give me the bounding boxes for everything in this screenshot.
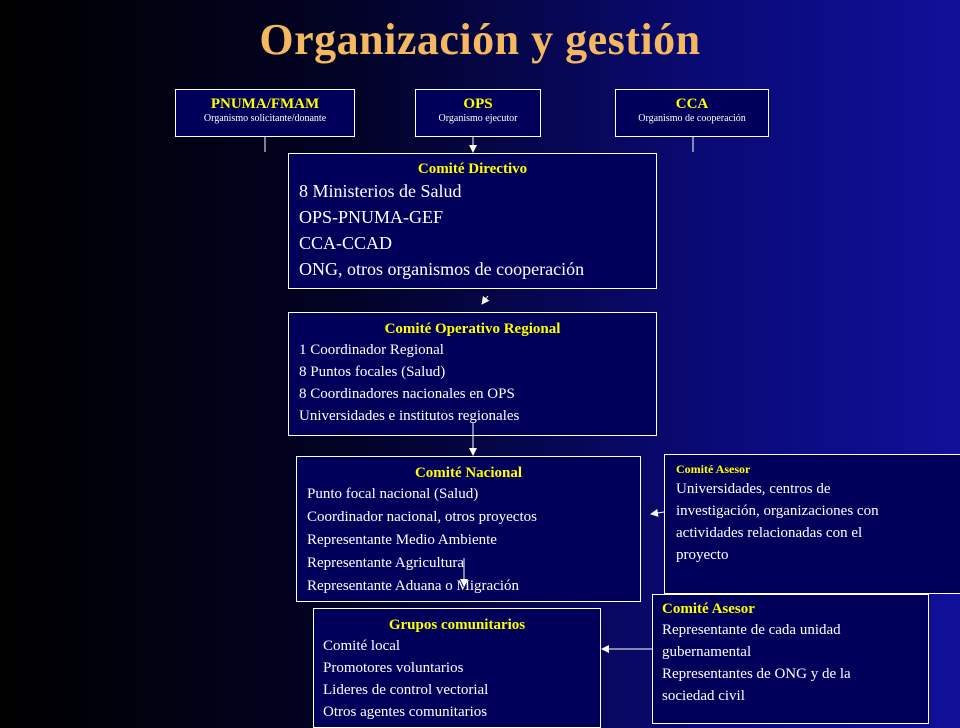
comite-asesor-2-line: Representantes de ONG y de la xyxy=(662,666,851,682)
comite-asesor-2-line: Representante de cada unidad xyxy=(662,622,841,638)
comite-asesor-1-heading: Comité Asesor xyxy=(676,462,751,476)
comite-nacional-line: Coordinador nacional, otros proyectos xyxy=(307,509,537,525)
comite-operativo-line: 8 Coordinadores nacionales en OPS xyxy=(299,386,515,402)
comite-operativo-line: Universidades e institutos regionales xyxy=(299,408,520,424)
directivo-to-operativo-arrow xyxy=(482,296,488,304)
grupos-comunitarios-line: Promotores voluntarios xyxy=(323,660,464,676)
ops-role: Organismo ejecutor xyxy=(438,113,518,124)
comite-asesor-2-heading: Comité Asesor xyxy=(662,601,755,617)
comite-operativo-heading: Comité Operativo Regional xyxy=(384,321,561,337)
comite-asesor-1-line: actividades relacionadas con el xyxy=(676,525,863,541)
asesor-1-arrow xyxy=(651,512,664,514)
comite-directivo-line: 8 Ministerios de Salud xyxy=(299,181,462,201)
comite-asesor-1-line: investigación, organizaciones con xyxy=(676,503,879,519)
comite-asesor-2-line: gubernamental xyxy=(662,644,752,660)
comite-directivo-heading: Comité Directivo xyxy=(417,161,528,177)
comite-nacional-line: Representante Medio Ambiente xyxy=(307,532,497,548)
comite-directivo-line: ONG, otros organismos de cooperación xyxy=(299,259,585,279)
grupos-comunitarios-line: Otros agentes comunitarios xyxy=(323,704,488,720)
grupos-comunitarios-heading: Grupos comunitarios xyxy=(388,617,526,633)
comite-operativo-line: 1 Coordinador Regional xyxy=(299,342,444,358)
comite-directivo-line: OPS-PNUMA-GEF xyxy=(299,207,444,227)
comite-asesor-1-line: Universidades, centros de xyxy=(676,481,831,497)
comite-nacional-line: Punto focal nacional (Salud) xyxy=(307,486,479,502)
comite-nacional-line: Representante Aduana o Migración xyxy=(307,578,520,594)
grupos-comunitarios-line: Lideres de control vectorial xyxy=(323,682,489,698)
comite-asesor-2-line: sociedad civil xyxy=(662,688,745,704)
cca-role: Organismo de cooperación xyxy=(638,113,746,124)
ops-name: OPS xyxy=(463,96,493,112)
comite-nacional-heading: Comité Nacional xyxy=(414,465,523,481)
comite-asesor-1-line: proyecto xyxy=(676,547,729,563)
comite-nacional-line: Representante Agricultura xyxy=(307,555,465,571)
pnuma-fmam-role: Organismo solicitante/donante xyxy=(203,113,327,124)
comite-operativo-line: 8 Puntos focales (Salud) xyxy=(299,364,446,380)
page-title: Organización y gestión xyxy=(259,15,701,64)
pnuma-fmam-name: PNUMA/FMAM xyxy=(210,96,320,112)
cca-name: CCA xyxy=(675,96,709,112)
comite-directivo-line: CCA-CCAD xyxy=(299,233,393,253)
grupos-comunitarios-line: Comité local xyxy=(323,638,401,654)
